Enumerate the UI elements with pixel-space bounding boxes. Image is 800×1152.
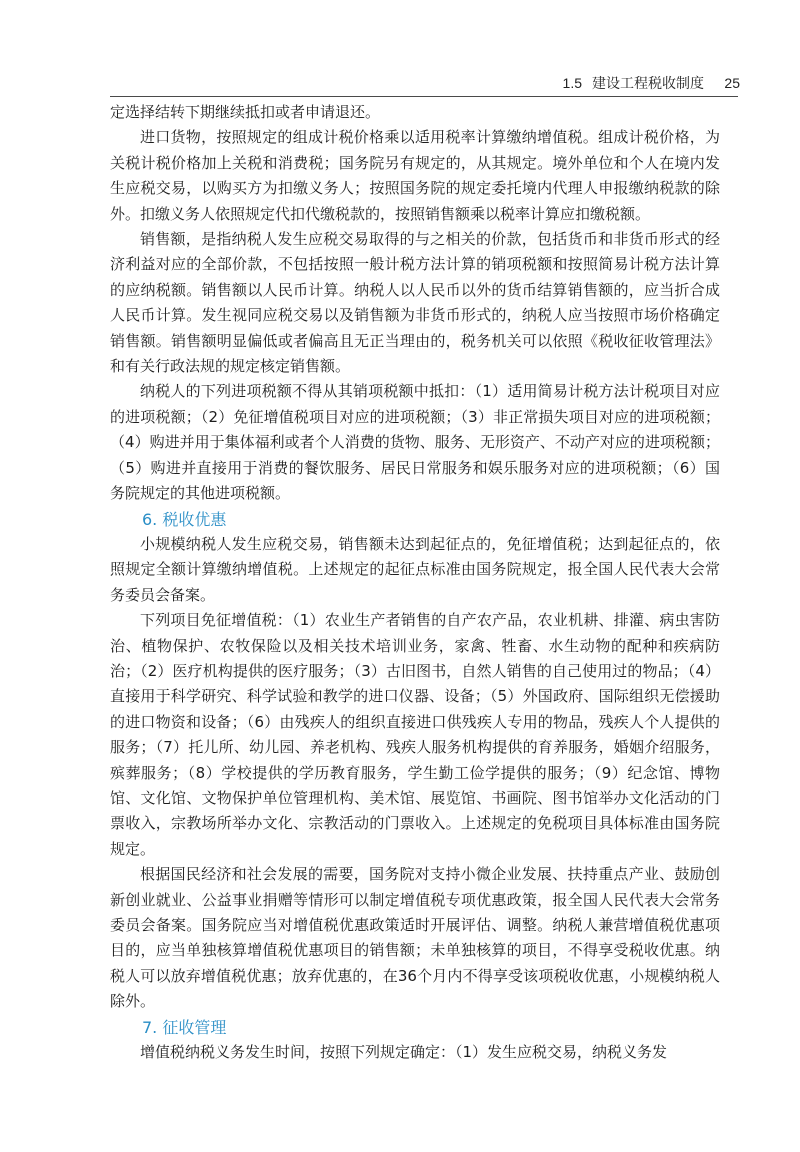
header-rule xyxy=(110,96,738,97)
body-text xyxy=(110,100,720,1065)
paragraph-import-goods: 进口货物，按照规定的组成计税价格乘以适用税率计算缴纳增值税。组成计税价格，为关税计税价格加上关税和消费税；国务院另有规定的，从其规定。境外单位和个人在境内发生应税交易，以购买方为扣缴义务人；按照国务院的规定委托境内代理人申报缴纳税款的除外。扣缴义务人依照规定代扣代缴税款的，按照销售额乘以税率计算应扣缴税额。 xyxy=(110,128,720,223)
heading-collection-management: 7. 征收管理 xyxy=(142,1017,227,1037)
paragraph-special-policies: 根据国民经济和社会发展的需要，国务院对支持小微企业发展、扶持重点产业、鼓励创新创业就业、公益事业捐赠等情形可以制定增值税专项优惠政策，报全国人民代表大会常务委员会备案。国务院应当对增值税优惠政策适时开展评估、调整。纳税人兼营增值税优惠项目的，应当单独核算增值税优惠项目的销售额；未单独核算的项目，不得享受税收优惠。纳税人可以放弃增值税优惠；放弃优惠的，在36个月内不得享受该项税收优惠，小规模纳税人除外。 xyxy=(110,865,720,1011)
page-number: 25 xyxy=(724,75,740,91)
paragraph-tax-liability-time: 增值税纳税义务发生时间，按照下列规定确定：（1）发生应税交易，纳税义务发 xyxy=(140,1043,668,1062)
heading-tax-incentives: 6. 税收优惠 xyxy=(142,509,227,529)
paragraph-threshold: 小规模纳税人发生应税交易，销售额未达到起征点的，免征增值税；达到起征点的，依照规定全额计算缴纳增值税。上述规定的起征点标准由国务院规定，报全国人民代表大会常务委员会备案。 xyxy=(110,534,720,604)
paragraph-non-deductible-input-tax: 纳税人的下列进项税额不得从其销项税额中抵扣：（1）适用简易计税方法计税项目对应的进项税额；（2）免征增值税项目对应的进项税额；（3）非正常损失项目对应的进项税额；（4）购进并用于集体福利或者个人消费的货物、服务、无形资产、不动产对应的进项税额；（5）购进并直接用于消费的餐饮服务、居民日常服务和娱乐服务对应的进项税额；（6）国务院规定的其他进项税额。 xyxy=(110,382,720,503)
paragraph-exempt-items: 下列项目免征增值税：（1）农业生产者销售的自产农产品，农业机耕、排灌、病虫害防治、植物保护、农牧保险以及相关技术培训业务，家禽、牲畜、水生动物的配种和疾病防治；（2）医疗机构提供的医疗服务；（3）古旧图书，自然人销售的自己使用过的物品；（4）直接用于科学研究、科学试验和教学的进口仪器、设备；（5）外国政府、国际组织无偿援助的进口物资和设备；（6）由残疾人的组织直接进口供残疾人专用的物品，残疾人个人提供的服务；（7）托儿所、幼儿园、养老机构、残疾人服务机构提供的育养服务，婚姻介绍服务，殡葬服务；（8）学校提供的学历教育服务，学生勤工俭学提供的服务；（9）纪念馆、博物馆、文化馆、文物保护单位管理机构、美术馆、展览馆、书画院、图书馆举办文化活动的门票收入，宗教场所举办文化、宗教活动的门票收入。上述规定的免税项目具体标准由国务院规定。 xyxy=(110,611,720,858)
section-reference xyxy=(563,72,704,94)
running-header xyxy=(0,72,800,94)
section-title: 建设工程税收制度 xyxy=(592,75,704,91)
paragraph-sales-amount: 销售额，是指纳税人发生应税交易取得的与之相关的价款，包括货币和非货币形式的经济利益对应的全部价款，不包括按照一般计税方法计算的销项税额和按照简易计税方法计算的应纳税额。销售额以人民币计算。纳税人以人民币以外的货币结算销售额的，应当折合成人民币计算。发生视同应税交易以及销售额为非货币形式的，纳税人应当按照市场价格确定销售额。销售额明显偏低或者偏高且无正当理由的，税务机关可以依照《税收征收管理法》和有关行政法规的规定核定销售额。 xyxy=(110,230,720,376)
paragraph-continued: 定选择结转下期继续抵扣或者申请退还。 xyxy=(110,103,381,121)
section-number: 1.5 xyxy=(562,75,582,91)
